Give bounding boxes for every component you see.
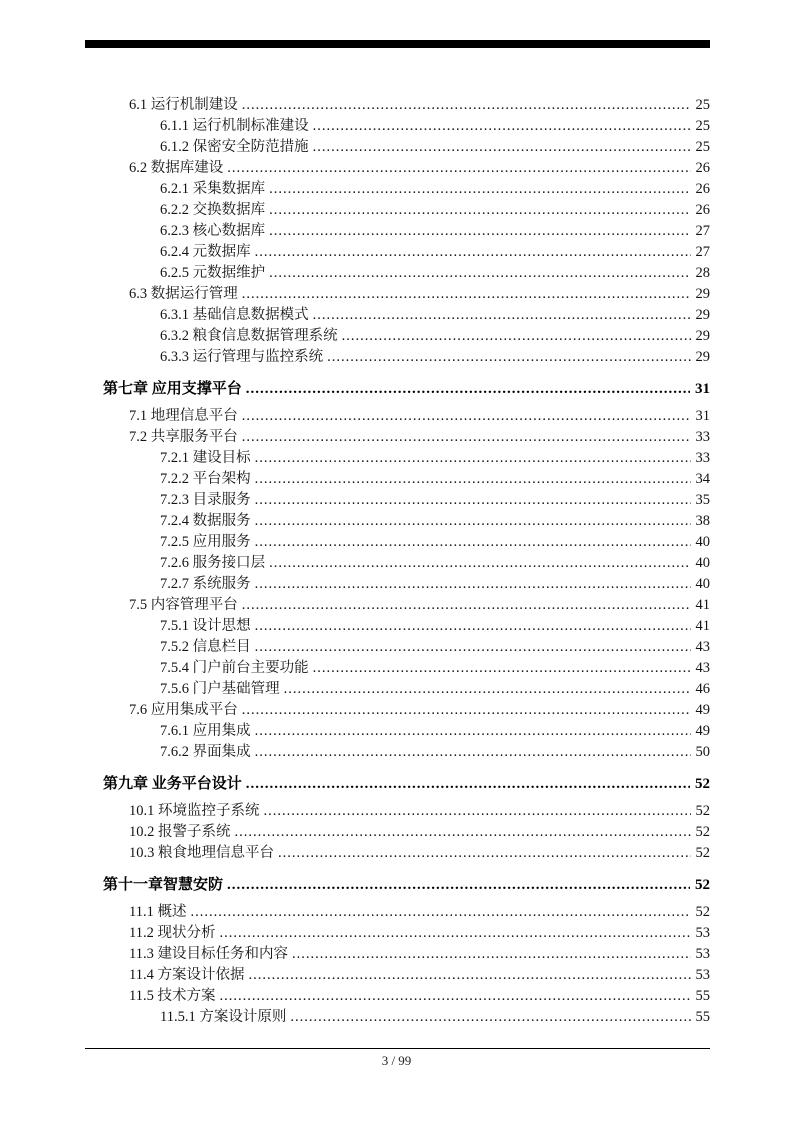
toc-entry[interactable] [85,742,710,763]
toc-entry[interactable] [85,822,710,843]
toc-entry-label: 7.5.2 信息栏目 [160,639,251,655]
toc-entry[interactable] [85,200,710,221]
toc-entry[interactable] [85,965,710,986]
toc-page-number: 25 [695,97,710,113]
toc-entry[interactable] [85,874,710,896]
toc-entry-label: 7.6.1 应用集成 [160,723,251,739]
toc-entry-label: 7.2.7 系统服务 [160,576,251,592]
toc-page-number: 31 [695,408,710,424]
dot-leader [269,200,690,221]
toc-page-number: 31 [695,381,710,397]
top-border-rule [85,40,710,48]
dot-leader [248,965,690,986]
toc-entry-label: 7.2 共享服务平台 [129,429,238,445]
toc-entry-label: 11.1 概述 [129,904,187,920]
toc-entry[interactable] [85,305,710,326]
toc-entry[interactable] [85,221,710,242]
dot-leader [219,923,690,944]
toc-entry-label: 7.6 应用集成平台 [129,702,238,718]
toc-entry[interactable] [85,944,710,965]
toc-entry[interactable] [85,284,710,305]
toc-entry-label: 6.1 运行机制建设 [129,97,238,113]
toc-page-number: 52 [695,904,710,920]
toc-entry-label: 10.2 报警子系统 [129,824,231,840]
dot-leader [342,326,691,347]
toc-entry-label: 6.3.1 基础信息数据模式 [160,307,309,323]
dot-leader [255,511,691,532]
dot-leader [255,490,691,511]
toc-page-number: 33 [695,429,710,445]
toc-entry-label: 6.2.5 元数据维护 [160,265,266,281]
toc-page-number: 29 [695,286,710,302]
dot-leader [313,658,691,679]
toc-entry-label: 7.2.2 平台架构 [160,471,251,487]
dot-leader [313,137,691,158]
toc-entry-label: 7.2.6 服务接口层 [160,555,266,571]
toc-entry[interactable] [85,679,710,700]
toc-page-number: 38 [695,513,710,529]
dot-leader [255,448,691,469]
toc-entry[interactable] [85,843,710,864]
toc-entry-label: 11.5.1 方案设计原则 [160,1009,287,1025]
dot-leader [190,902,690,923]
toc-page-number: 53 [695,967,710,983]
dot-leader [227,874,690,896]
toc-entry[interactable] [85,326,710,347]
dot-leader [255,637,691,658]
toc-page-number: 55 [695,1009,710,1025]
toc-entry[interactable] [85,137,710,158]
dot-leader [327,347,690,368]
toc-page-number: 40 [695,534,710,550]
toc-entry[interactable] [85,179,710,200]
toc-entry-label: 7.2.1 建设目标 [160,450,251,466]
toc-entry[interactable] [85,986,710,1007]
toc-entry-label: 7.6.2 界面集成 [160,744,251,760]
toc-page-number: 52 [695,776,710,792]
dot-leader [255,742,691,763]
toc-page-number: 55 [695,988,710,1004]
toc-page-number: 52 [695,803,710,819]
toc-entry-label: 11.2 现状分析 [129,925,216,941]
toc-page-number: 27 [695,244,710,260]
toc-entry[interactable] [85,595,710,616]
toc-page-number: 43 [695,639,710,655]
dot-leader [235,822,691,843]
toc-entry-label: 6.2.3 核心数据库 [160,223,266,239]
toc-entry-label: 6.3 数据运行管理 [129,286,238,302]
toc-page-number: 28 [695,265,710,281]
toc-entry-label: 第十一章智慧安防 [103,877,224,893]
toc-page-number: 33 [695,450,710,466]
dot-leader [255,616,691,637]
toc-page-number: 29 [695,307,710,323]
toc-entry-label: 第七章 应用支撑平台 [103,381,242,397]
dot-leader [290,1007,690,1028]
dot-leader [292,944,691,965]
toc-entry-label: 6.2 数据库建设 [129,160,224,176]
toc-entry-label: 7.2.3 目录服务 [160,492,251,508]
toc-page-number: 25 [695,118,710,134]
toc-entry[interactable] [85,773,710,795]
toc-entry[interactable] [85,902,710,923]
dot-leader [227,158,690,179]
toc-entry-label: 7.1 地理信息平台 [129,408,238,424]
toc-entry[interactable] [85,553,710,574]
dot-leader [242,406,691,427]
toc-entry-label: 6.1.1 运行机制标准建设 [160,118,309,134]
toc-entry[interactable] [85,574,710,595]
toc-page-number: 41 [695,597,710,613]
dot-leader [255,469,691,490]
toc-entry-label: 第九章 业务平台设计 [103,776,242,792]
toc-page-number: 49 [695,723,710,739]
toc-entry-label: 11.3 建设目标任务和内容 [129,946,288,962]
dot-leader [255,242,691,263]
toc-entry-label: 7.2.4 数据服务 [160,513,251,529]
toc-entry[interactable] [85,406,710,427]
toc-page-number: 52 [695,845,710,861]
dot-leader [219,986,690,1007]
dot-leader [269,179,690,200]
toc-entry[interactable] [85,378,710,400]
toc-page-number: 53 [695,925,710,941]
toc-page-number: 40 [695,555,710,571]
toc-page-number: 52 [695,877,710,893]
toc-entry-label: 6.3.2 粮食信息数据管理系统 [160,328,338,344]
dot-leader [242,595,691,616]
toc-entry[interactable] [85,347,710,368]
toc-entry[interactable] [85,923,710,944]
toc-entry-label: 10.3 粮食地理信息平台 [129,845,274,861]
dot-leader [313,305,691,326]
toc-entry-label: 7.5.6 门户基础管理 [160,681,280,697]
toc-page-number: 35 [695,492,710,508]
dot-leader [269,553,690,574]
toc-page-number: 53 [695,946,710,962]
toc-entry[interactable] [85,263,710,284]
toc-entry[interactable] [85,511,710,532]
page-number-indicator: 3 / 99 [381,1053,412,1068]
toc-entry[interactable] [85,637,710,658]
toc-entry[interactable] [85,242,710,263]
toc-entry[interactable] [85,469,710,490]
toc-entry-label: 10.1 环境监控子系统 [129,803,260,819]
toc-entry[interactable] [85,116,710,137]
toc-entry[interactable] [85,700,710,721]
toc-entry-label: 7.2.5 应用服务 [160,534,251,550]
dot-leader [269,221,690,242]
dot-leader [264,801,691,822]
toc-entry-label: 6.2.4 元数据库 [160,244,251,260]
dot-leader [242,700,691,721]
toc-page-number: 43 [695,660,710,676]
toc-page-number: 40 [695,576,710,592]
toc-entry-label: 6.1.2 保密安全防范措施 [160,139,309,155]
dot-leader [269,263,690,284]
toc-entry[interactable] [85,427,710,448]
toc-page-number: 27 [695,223,710,239]
toc-page-number: 52 [695,824,710,840]
toc-page-number: 26 [695,202,710,218]
dot-leader [242,427,691,448]
toc-page-number: 26 [695,181,710,197]
dot-leader [242,95,691,116]
dot-leader [255,721,691,742]
toc-entry-label: 11.5 技术方案 [129,988,216,1004]
toc-page-number: 34 [695,471,710,487]
toc-entry[interactable] [85,490,710,511]
toc-page-number: 49 [695,702,710,718]
toc-entry-label: 7.5.4 门户前台主要功能 [160,660,309,676]
toc-entry[interactable] [85,158,710,179]
dot-leader [255,574,691,595]
dot-leader [278,843,691,864]
toc-entry[interactable] [85,616,710,637]
toc-entry-label: 6.2.2 交换数据库 [160,202,266,218]
toc-list [85,95,710,1028]
toc-page-number: 41 [695,618,710,634]
toc-entry-label: 11.4 方案设计依据 [129,967,245,983]
toc-entry[interactable] [85,448,710,469]
toc-entry[interactable] [85,532,710,553]
toc-page-number: 29 [695,349,710,365]
toc-page-number: 50 [695,744,710,760]
toc-entry-label: 7.5.1 设计思想 [160,618,251,634]
dot-leader [255,532,691,553]
toc-page-number: 29 [695,328,710,344]
footer-divider [85,1048,710,1049]
toc-entry[interactable] [85,801,710,822]
toc-entry[interactable] [85,658,710,679]
dot-leader [313,116,691,137]
toc-page-number: 25 [695,139,710,155]
toc-entry[interactable] [85,95,710,116]
dot-leader [242,284,691,305]
toc-entry[interactable] [85,1007,710,1028]
toc-entry[interactable] [85,721,710,742]
dot-leader [246,378,690,400]
toc-page-number: 26 [695,160,710,176]
toc-entry-label: 7.5 内容管理平台 [129,597,238,613]
toc-entry-label: 6.3.3 运行管理与监控系统 [160,349,324,365]
dot-leader [246,773,690,795]
toc-entry-label: 6.2.1 采集数据库 [160,181,266,197]
dot-leader [284,679,691,700]
toc-page-number: 46 [695,681,710,697]
